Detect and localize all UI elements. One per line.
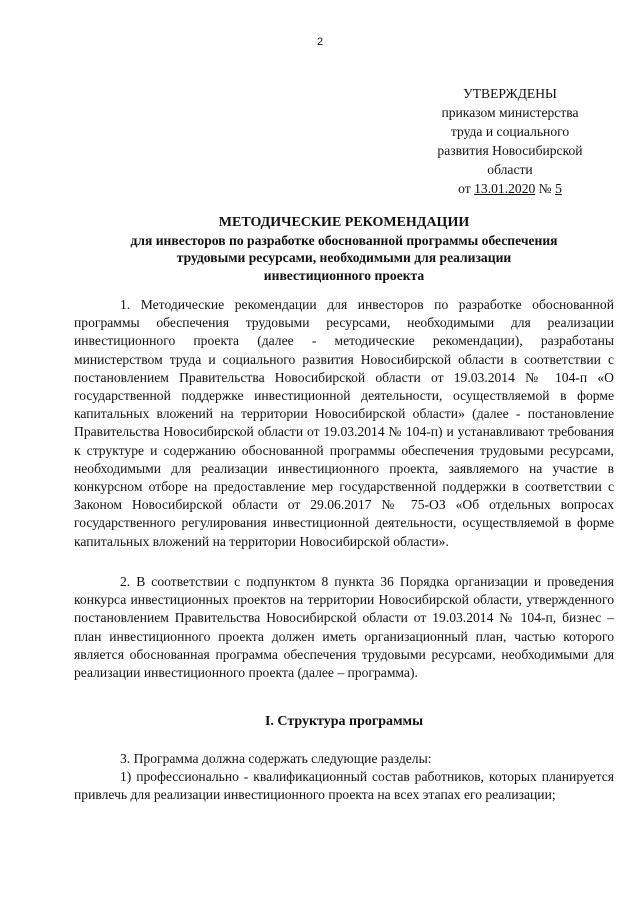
approval-line: развития Новосибирской: [437, 143, 583, 158]
approval-heading: УТВЕРЖДЕНЫ: [463, 86, 557, 101]
paragraph-text: 2. В соответствии с подпунктом 8 пункта 36 Порядка организации и проведения конкурса инвестиционных проектов на территории Новосибирской области, утвержденного постановлением Правительства Новосибирской области от 19.03.2014 № 104-п, бизнес – план инвестиционного проекта должен иметь организационный план, частью которого является обоснованная программа обеспечения трудовыми ресурсами, необходимыми для реализации инвестиционного проекта (далее – программа).: [74, 574, 614, 681]
paragraph-text: 1. Методические рекомендации для инвесторов по разработке обоснованной программы обеспечения трудовыми ресурсами, необходимыми для реализации инвестиционного проекта (далее - методические рекомендации), разработаны министерством труда и социального развития Новосибирской области в соответствии с постановлением Правительства Новосибирской области от 19.03.2014 № 104-п «О государственной поддержке инвестиционной деятельности, осуществляемой в форме капитальных вложений на территории Новосибирской области» (далее - постановление Правительства Новосибирской области от 19.03.2014 № 104-п) и устанавливают требования к структуре и содержанию обоснованной программы обеспечения трудовыми ресурсами, необходимыми для реализации инвестиционного проекта, заявляемого на участие в конкурсном отборе на предоставление мер государственной поддержки в соответствии с Законом Новосибирской области от 29.06.2017 № 75-ОЗ «Об отдельных вопросах государственного регулирования инвестиционной деятельности, осуществляемой в форме капитальных вложений на территории Новосибирской области».: [74, 297, 614, 549]
section-title: I. Структура программы: [264, 714, 424, 729]
approval-line: приказом министерства: [441, 105, 579, 120]
paragraph-2: [74, 573, 614, 682]
document-title: [74, 214, 614, 284]
number-sign: №: [535, 181, 556, 196]
approval-line: области: [487, 162, 533, 177]
approval-stamp: [410, 84, 610, 198]
approval-date-line: [410, 179, 610, 198]
title-line: для инвесторов по разработке обоснованной программы обеспечения: [130, 232, 558, 248]
page-number: 2: [316, 36, 324, 48]
paragraph-1: [74, 296, 614, 551]
title-line: трудовыми ресурсами, необходимыми для реализации: [176, 250, 512, 265]
approval-date: 13.01.2020: [474, 181, 536, 196]
date-prefix: от: [458, 181, 475, 196]
approval-number: 5: [555, 181, 562, 196]
title-main: МЕТОДИЧЕСКИЕ РЕКОМЕНДАЦИИ: [218, 215, 470, 230]
title-line: инвестиционного проекта: [263, 267, 425, 283]
paragraph-text: 3. Программа должна содержать следующие разделы:: [120, 751, 432, 766]
paragraph-3: [74, 750, 614, 805]
approval-line: труда и социального: [450, 124, 570, 139]
paragraph-text: 1) профессионально - квалификационный состав работников, которых планируется привлечь для реализации инвестиционного проекта на всех этапах его реализации;: [74, 769, 614, 803]
